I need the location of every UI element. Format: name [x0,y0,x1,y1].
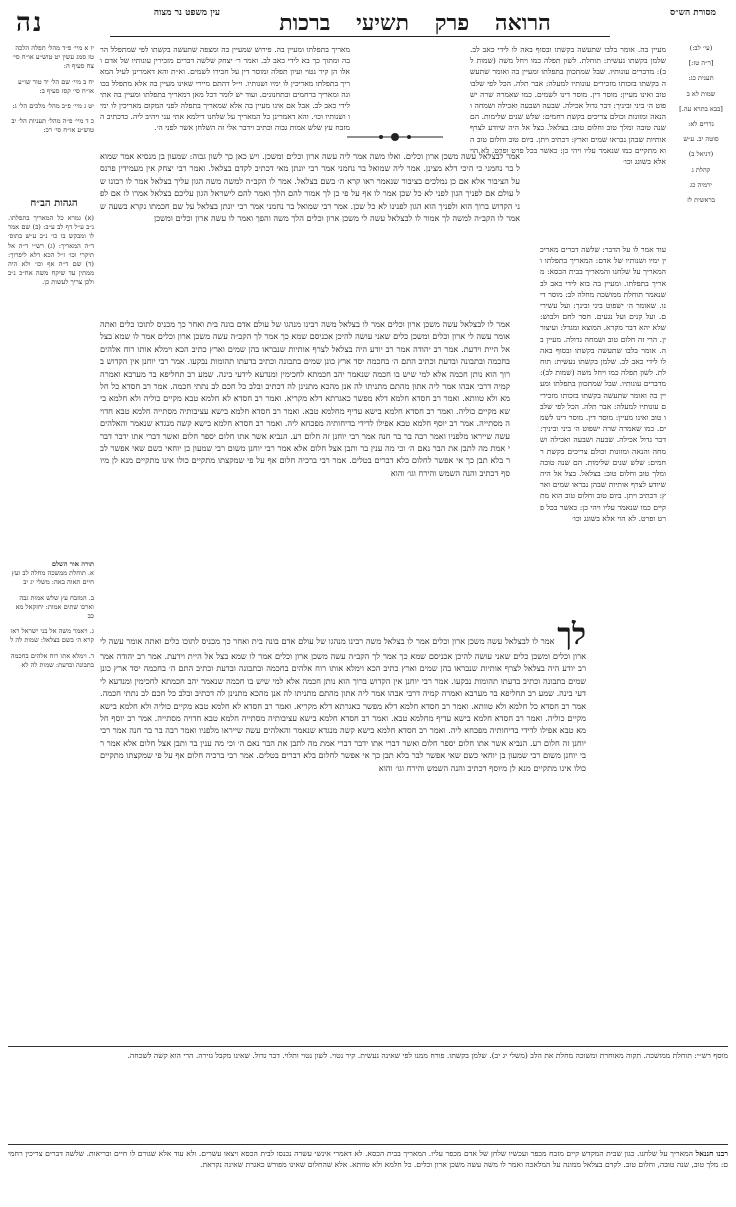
gemara-text-continued: אמר לו לבצלאל עשה משכן ארון וכלים אמר לו בצלאל משה רבינו מנהגו של עולם אדם בונה בית ואחר כך מכניס לתוכו כלים ואתה אומר עשה לי ארון וכלים ומשכן כלים שאני עושה להיכן אכניסם שמא כך אמר לך הקב״ה עשה משכן ארון וכלים אמר לו שמא בצל אל היית וידעת. אמר רב יהודה אמר רב יודע היה בצלאל לצרף אותיות שנבראו בהן שמים וארץ כתיב הכא וימלא אותו רוח אלהים בחכמה ובתבונה ובדעת וכתיב התם ה׳ בחכמה יסד ארץ כונן שמים בתבונה וכתיב בדעתו תהומות נבקעו. אמר רבי יוחנן אין הקדוש ברוך הוא נותן חכמה אלא למי שיש בו חכמה שנאמר יהב חכמתא לחכימין ומנדעא לידעי בינה. שמע רב תחליפא בר מערבא ואמרה קמיה דרבי אבהו אמר ליה אתון מהתם מתניתו לה אנן מהכא מתנינן לה דכתיב ובלב כל חכם לב נתתי חכמה. אמר רב חסדא כל חלמא ולא טוותא. ואמר רב חסדא חלמא דלא מפשר כאגרתא דלא מקריא. ואמר רב חסדא לא חלמא טבא מקיים כוליה ולא חלמא בישא מקיים כוליה. ואמר רב חסדא חלמא בישא עדיף מחלמא טבא. ואמר רב חסדא חלמא בישא עציבותיה מסתייה חלמא טבא חדויה מסתייה. אמר רב יוסף חלמא טבא אפילו לדידי בדיחותיה מפכחא ליה. ואמר רב חסדא חלמא בישא קשה מנגדא שנאמר והאלהים עשה שייראו מלפניו ואמר רבה בר בר חנה אמר רבי יוחנן זה חלום רע. הנביא אשר אתו חלום יספר חלום ואשר דברי אתו ידבר דברי אמת מה לתבן את הבר נאם ה׳ וכי מה ענין בר ותבן אצל חלום אלא אמר רבי יוחנן משום רבי שמעון בן יוחאי כשם שאי אפשר לבר בלא תבן כך אי אפשר לחלום בלא דברים בטלים. אמר רבי ברכיה חלום אף על פי שמקצתו מתקיים כולו אינו מתקיים מנא לן מיוסף דכתיב והנה השמש והירח וגו׳ והוא [100,636,586,773]
torah-or-entry: ב. המזבח עץ שלש אמות גבה וארכו שתים אמות: יחזקאל מא כב [15,593,94,621]
ein-mishpat-entry: כ ד מיי׳ פ״ה מהל׳ תעניות הל׳ יב טוש״ע או״ח סי׳ רכ: [11,117,94,135]
rabbeinu-chananel [8,1148,728,1204]
hagahot-text: (א) גמרא כל המאריך בתפלתו. נ״ב ע״ל דף לב ע״ב: (ב) שם אמר לו ומבקש בו כו׳ נ״ב ע״ש בתוס׳ ד״ה המאריך: (ג) רש״י ד״ה אל תיקרי וכו׳ ז״ל הכא דלא ליפרוך: (ד) שם ד״ה אף וכו׳ ולא היה ממתין עד שיקח משה אח״כ נ״ב ולכן צריך לעשות כן. [8,214,94,287]
gemara-lower-block [100,620,586,1040]
mesoret-entry: נדרים לא: [688,120,714,129]
torah-or-entry: ג. ויאמר משה אל בני ישראל ראו קרא ה׳ בשם בצלאל: שמות לה ל [10,627,94,645]
header-rule [110,36,610,37]
hagahot-title: הגהות הב״ח [30,198,78,209]
mesoret-entry: [ר״ה טז:] [688,59,714,68]
ein-mishpat-entry: יט ג מיי׳ פ״ב מהל׳ מלכים הל׳ ג: [12,102,94,111]
mesoret-entry: (דניאל ב) [688,150,714,159]
tosafot-upper-text: אמר לבצלאל עשה משכן ארון וכלים. ואלו משה אמר ליה עשה ארון וכלים ומשכן. ויש כאן כך לשון גבוה: שמעון בן מנסיא אמר שמואל בר נחמני כי היכי דלא מצינן. אמר ליה שמואל בר נחמני אמר רבי יונתן מאי דכתיב לקדם בצלאל. ואמר רבי יצחק אין מעמידין פרנס על הציבור אלא אם כן נמלכים בציבור שנאמר ראו קרא ה׳ בשם בצלאל. אמר לו הקב״ה למשה משה הגון עליך בצלאל אמר לו רבונו של עולם אם לפניך הגון לפני לא כל שכן אמר לו אף על פי כן לך אמור להם הלך ואמר להם לישראל הגון עליכם בצלאל אמרו לו אם לפני הקדוש ברוך הוא ולפניך הוא הגון לפנינו לא כל שכן. אמר רבי שמואל בר נחמני אמר רבי יונתן בצלאל על שם חכמתו נקרא בשעה שאמר לו הקב״ה למשה לך אמור לו לבצלאל עשה לי משכן ארון וכלים הלך משה והפך ואמר לו עשה ארון וכלים ומשכן [100,151,520,224]
mesoret-entry: ירמיה כג [690,180,712,189]
mesoret-entry: קהלת ג [691,165,711,174]
torah-or-entry: א. תוחלת ממשכה מחלה לב ועץ חיים תאוה באה: משלי יג יב [11,569,94,587]
mesoret-entry: בראשית לז [687,196,715,205]
gemara-lead-word: לך [557,620,586,652]
tosafot-text: מאריך בתפלתו ומעיין בה. פירוש שמעיין בה ומצפה שתעשה בקשתו לפי שמתפלל הרבה ומתוך כך בא לידי כאב לב. ואמר ר׳ יצחק שלשה דברים מזכירין עונותיו של אדם ואלו הן קיר נטוי ועיון תפלה ומוסר דין על חבירו לשמים. וא״ת והא דאמרינן לעיל המאריך בתפלתו מאריכין לו ימיו ושנותיו. וי״ל דהתם מיירי שאינו מעיין בה אלא מתפלל בכוונה ומאריך ברחמים ובתחנונים. ועוד יש לומר דכל מאן דמאריך בתפלתו ומעיין בה אתי לידי כאב לב. אבל אם אינו מעיין בה אלא שמאריך בתפלה לפני המקום מאריכין לו ימיו ושנותיו וכו׳. והא דאמרינן כל המאריך על שלחנו דילמא אתי עני ויהיב ליה. כדכתיב המזבח עץ שלש אמות גבוה וכתיב וידבר אלי זה השלחן אשר לפני ה׳. [100,45,350,133]
torah-or-entry: ד. וימלא אתו רוח אלהים בחכמה בתבונה ובדעת: שמות לה לא [10,651,94,669]
gemara-text: אמר לו לבצלאל עשה משכן ארון וכלים אמר לו בצלאל משה רבינו מנהגו של עולם אדם בונה בית ואחר כך מכניס לתוכו כלים ואתה אומר עשה לי ארון וכלים ומשכן כלים שאני עושה להיכן אכניסם שמא כך אמר לך הקב״ה עשה משכן ארון וכלים אמר לו שמא בצל אל היית וידעת. אמר רב יהודה אמר רב יודע היה בצלאל לצרף אותיות שנבראו בהן שמים וארץ כתיב הכא וימלא אותו רוח אלהים בחכמה ובתבונה ובדעת וכתיב התם ה׳ בחכמה יסד ארץ כונן שמים בתבונה וכתיב בדעתו תהומות נבקעו. אמר רבי יוחנן אין הקדוש ברוך הוא נותן חכמה אלא למי שיש בו חכמה שנאמר יהב חכמתא לחכימין ומנדעא לידעי בינה. שמע רב תחליפא בר מערבא ואמרה קמיה דרבי אבהו אמר ליה אתון מהתם מתניתו לה אנן מהכא מתנינן לה דכתיב ובלב כל חכם לב נתתי חכמה. אמר רב חסדא כל חלמא ולא טוותא. ואמר רב חסדא חלמא דלא מפשר כאגרתא דלא מקריא. ואמר רב חסדא לא חלמא טבא מקיים כוליה ולא חלמא בישא מקיים כוליה. ואמר רב חסדא חלמא בישא עדיף מחלמא טבא. ואמר רב חסדא חלמא בישא עציבותיה מסתייה חלמא טבא חדויה מסתייה. אמר רב יוסף חלמא טבא אפילו לדידי בדיחותיה מפכחא ליה. ואמר רב חסדא חלמא בישא קשה מנגדא שנאמר והאלהים עשה שייראו מלפניו ואמר רבה בר בר חנה אמר רבי יוחנן זה חלום רע. הנביא אשר אתו חלום יספר חלום ואשר דברי אתו ידבר דברי אמת מה לתבן את הבר נאם ה׳ וכי מה ענין בר ותבן אצל חלום אלא אמר רבי יוחנן משום רבי שמעון בן יוחאי כשם שאי אפשר לבר בלא תבן כך אי אפשר לחלום בלא דברים בטלים. אמר רבי ברכיה חלום אף על פי שמקצתו מתקיים כולו אינו מתקיים מנא לן מיוסף דכתיב והנה השמש והירח וגו׳ והוא [100,319,510,478]
ein-mishpat-list [8,44,94,136]
torah-or-list [8,569,94,670]
musaf-rashi [8,1050,728,1142]
rashi-text: מעיין בה. אומר בלבו שתעשה בקשתו ובסוף באה לו לידי כאב לב. שלמן בקשתו נעשית: תוחלת. לשון תפלה כמו ויחל משה (שמות לב): מדברים עונותיו. שבל שמתכוון בתפלתו ומעיין בה ואומר שתעשה בקשתו בזכותו מזכירים עונותיו למעלה: אבר תלה. הכל לפי שלבו טוב ואינו מעיין: מוסר דין. מוסר דינו לשמים. כמו שאמרה שרה ישפוט ה׳ ביני וביניך: דבר גדול אכילה. שבעה ושבעה ואכילה ושמחה והנאה ומזונות וכולם צריכים בקשת רחמים: שלש שנים שלימות. הם שנה טובה ומלך טוב וחלום טוב: בצלאל. בצל אל היה שיודע לצרף אותיות שבהן נבראו שמים וארץ: דכתיב ויתן. ביום טוב וחלום טוב הוא מתקיים כמו שנאמר עליו ויהי כן: כאשר בכל פרט ופרט. לא הוי אלא בשוגג וכו׳ [470,45,666,167]
footer-rule [8,1046,728,1047]
rabbeinu-chananel-text: המאריך על שלחנו. כגון שבית המקדש קיים מזבח מכפר ועכשיו שלחן של אדם מכפר עליו. המאריך בבית הכסא. לא דאמרי אינשי עשרה נכנסו לבית הכסא ויצאו עשרים. ולא עוד אלא שגורם לו חיים ובריאות. שלשה דברים צריכין רחמים: מלך טוב, שנה טובה, וחלום טוב. לקדם בצלאל ממונה על המלאכה ואמר לו משה עשה משכן ארון וכלים. כל חלמא ולא טוותא. אלא שהחלום שאינו מפורש כאגרת שאינה נקראת. [8,1149,728,1170]
ein-mishpat-entry: יז א מיי׳ פ״ד מהל׳ תפלה הלכה טז סמג עשין יט טוש״ע או״ח סי׳ צח סעיף ה: [12,44,94,71]
hagahot-column [8,214,94,414]
musaf-rashi-text: מוסף רש״י: תוחלת ממושכה. תקוה מאוחרת ומשוכה מחלת את הלב (משלי יג יב). שלמן בקשתו. פורח ממנו לפי שאינה נעשית. קיר נטוי. לשון נטוי ותלוי. דבר גדול. שאינו מקבל גזירה. הרי הוא קשה לשכחה. [127,1051,728,1060]
ein-mishpat-label: עין משפט נר מצוה [153,8,220,18]
chapter-title: הרואה פרק תשיעי ברכות [279,10,551,36]
folio-number: נה [16,8,44,38]
mesoret-entry: שמות לא ב [686,89,716,98]
tosafot-column [100,44,350,144]
mesoret-entry: (עי׳ לב:) [689,44,713,52]
mesoret-entry: סוטה יב. ע״ש [683,135,719,144]
ein-mishpat-entry: יח ב מיי׳ שם הל׳ יד טור שו״ע או״ח סי׳ קסז סעיף ב: [18,77,94,95]
torah-or-title: תורה אור השלם [51,560,94,568]
gemara-upper-block [100,150,520,310]
footer-rule-2 [8,1144,728,1145]
rabbeinu-chananel-title: רבנו חננאל [695,1149,728,1158]
ornament-divider [345,128,445,146]
mesoret-entry: תענית כג: [688,74,714,83]
rashi-text-continued: מעיין בה. אומר בלבו שתעשה בקשתו ובסוף באה לו לידי כאב לב. שלמן בקשתו נעשית: תוחלת. לשון תפלה כמו ויחל משה (שמות לב): מדברים עונותיו. שבל שמתכוון בתפלתו ומעיין בה ואומר שתעשה בקשתו בזכותו מזכירים עונותיו למעלה: אבר תלה. הכל לפי שלבו טוב ואינו מעיין: מוסר דין. מוסר דינו לשמים. כמו שאמרה שרה ישפוט ה׳ ביני וביניך: דבר גדול אכילה. שבעה ושבעה ואכילה ושמחה והנאה ומזונות וכולם צריכים בקשת רחמים: שלש שנים שלימות. הם שנה טובה ומלך טוב וחלום טוב: בצלאל. בצל אל היה שיודע לצרף אותיות שבהן נבראו שמים וארץ: דכתיב ויתן. ביום טוב וחלום טוב הוא מתקיים כמו שנאמר עליו ויהי כן: כאשר בכל פרט ופרט. לא הוי אלא בשוגג וכו׳ [540,334,666,523]
mesoret-entry: [בבא בתרא עה.] [679,104,723,113]
mesoret-list [670,44,732,205]
torah-or-column [8,560,94,920]
mesoret-label: מסורת הש״ס [670,8,716,18]
ein-mishpat-column [8,44,94,194]
mesoret-column [670,44,732,924]
rashi-lower-text: עוד אמר לו על הדבר: שלשה דברים מאריכין ימיו ושנותיו של אדם: המאריך בתפלתו והמאריך על שלחנו והמאריך בבית הכסא: מאריך בתפלתו. ומעיין בה בוא לידי כאב לב שנאמר תוחלת ממושכה מחלה לב: מוסר דינו. שאומר ה׳ ישפוט ביני ובינך: ועל עשירים. ועל קנים ועל נגעים. חסר לחם ולבוש: שלא יהא דבר מקרא. המוצא ומגדל: ועיצורין. הרי זה חלום טוב ושמחה גדולה. [540,245,666,344]
